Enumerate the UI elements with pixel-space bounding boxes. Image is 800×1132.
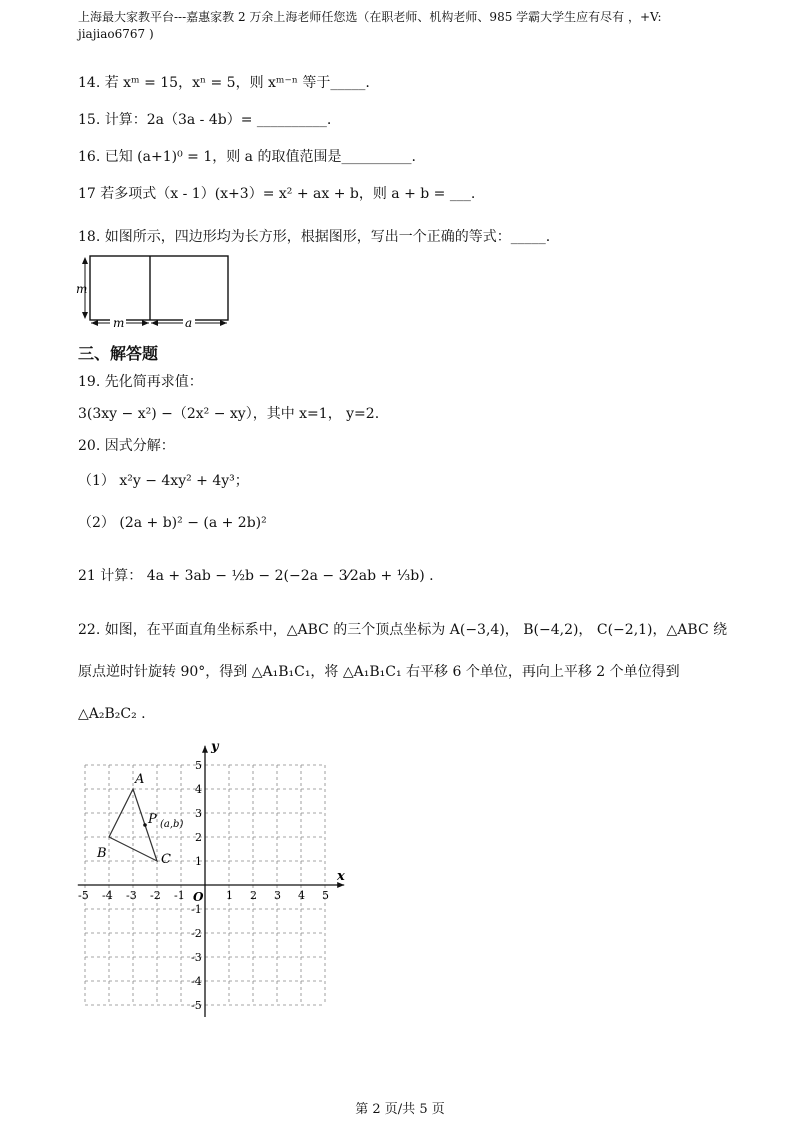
y-tick-label: 5 (195, 759, 202, 772)
question-20-title: 20. 因式分解： (78, 438, 175, 454)
x-axis-label: x (337, 869, 345, 884)
question-14: 14. 若 xᵐ = 15，xⁿ = 5，则 xᵐ⁻ⁿ 等于_____. (78, 75, 370, 91)
y-tick-label: -4 (191, 975, 202, 988)
x-tick-label: 5 (322, 889, 329, 902)
question-18: 18. 如图所示，四边形均为长方形，根据图形，写出一个正确的等式：_____. (78, 229, 551, 245)
x-tick-label: -1 (174, 889, 185, 902)
label-p: P (148, 812, 157, 827)
section-heading: 三、解答题 (78, 344, 159, 363)
question-19-expression: 3(3xy − x²) −（2x² − xy），其中 x=1， y=2. (78, 406, 380, 422)
rectangle-figure (72, 252, 242, 332)
y-axis-label: y (211, 739, 219, 755)
y-tick-label: -3 (191, 951, 202, 964)
label-a-bottom: a (185, 316, 193, 330)
question-22-line-1: 22. 如图，在平面直角坐标系中，△ABC 的三个顶点坐标为 A(−3,4)， B(−4,2)， C(−2,1)，△ABC 绕 (78, 622, 728, 638)
arrow-right-icon (142, 320, 149, 326)
arrow-left-icon (91, 320, 98, 326)
y-tick-label: 3 (195, 807, 202, 820)
question-16: 16. 已知 (a+1)⁰ = 1，则 a 的取值范围是__________. (78, 149, 416, 165)
arrow-down-icon (82, 312, 88, 319)
point-p (143, 823, 147, 827)
question-15: 15. 计算：2a（3a - 4b）= __________. (78, 112, 332, 128)
x-tick-label: 2 (250, 889, 257, 902)
y-tick-label: 4 (195, 783, 202, 796)
label-p-coord: (a,b) (160, 819, 184, 830)
outer-rectangle (90, 256, 228, 320)
y-tick-label: -2 (191, 927, 202, 940)
y-tick-label: -5 (191, 999, 202, 1012)
label-m-vertical: m (76, 282, 88, 296)
x-tick-label: 4 (298, 889, 305, 902)
label-m-bottom: m (113, 316, 125, 330)
y-tick-label: -1 (191, 903, 202, 916)
x-tick-label: 1 (226, 889, 233, 902)
y-tick-label: 1 (195, 855, 202, 868)
y-tick-label: 2 (195, 831, 202, 844)
header-line-1: 上海最大家教平台---嘉惠家教 2 万余上海老师任您选（在职老师、机构老师、985 学霸大学生应有尽有 ，+V: (78, 10, 662, 24)
question-22-line-2: 原点逆时针旋转 90°，得到 △A₁B₁C₁，将 △A₁B₁C₁ 右平移 6 个单位，再向上平移 2 个单位得到 (78, 664, 680, 680)
question-21: 21 计算： 4a + 3ab − ½b − 2(−2a − 3⁄2ab + ⅓b) . (78, 568, 434, 584)
arrow-right-icon (220, 320, 227, 326)
page-number: 第 2 页/共 5 页 (355, 1102, 445, 1117)
x-tick-label: -5 (78, 889, 89, 902)
question-17: 17 若多项式（x - 1）(x+3）= x² + ax + b，则 a + b = ___. (78, 186, 476, 202)
question-19-title: 19. 先化简再求值： (78, 374, 203, 390)
x-tick-label: -4 (102, 889, 113, 902)
x-tick-label: -2 (150, 889, 161, 902)
question-20-part-1: （1） x²y − 4xy² + 4y³； (78, 473, 249, 489)
x-tick-label: -3 (126, 889, 137, 902)
coordinate-grid (60, 735, 360, 1025)
label-a: A (135, 772, 145, 787)
question-22-line-3: △A₂B₂C₂ . (78, 706, 146, 722)
arrow-up-icon (82, 257, 88, 264)
arrow-left-icon (151, 320, 158, 326)
question-20-part-2: （2） (2a + b)² − (a + 2b)² (78, 515, 267, 531)
x-tick-label: 3 (274, 889, 281, 902)
label-c: C (161, 852, 171, 867)
label-b: B (97, 846, 107, 861)
origin-label: O (193, 890, 204, 904)
y-axis-arrow-icon (202, 746, 208, 753)
header-line-2: jiajiao6767 ) (78, 27, 154, 41)
